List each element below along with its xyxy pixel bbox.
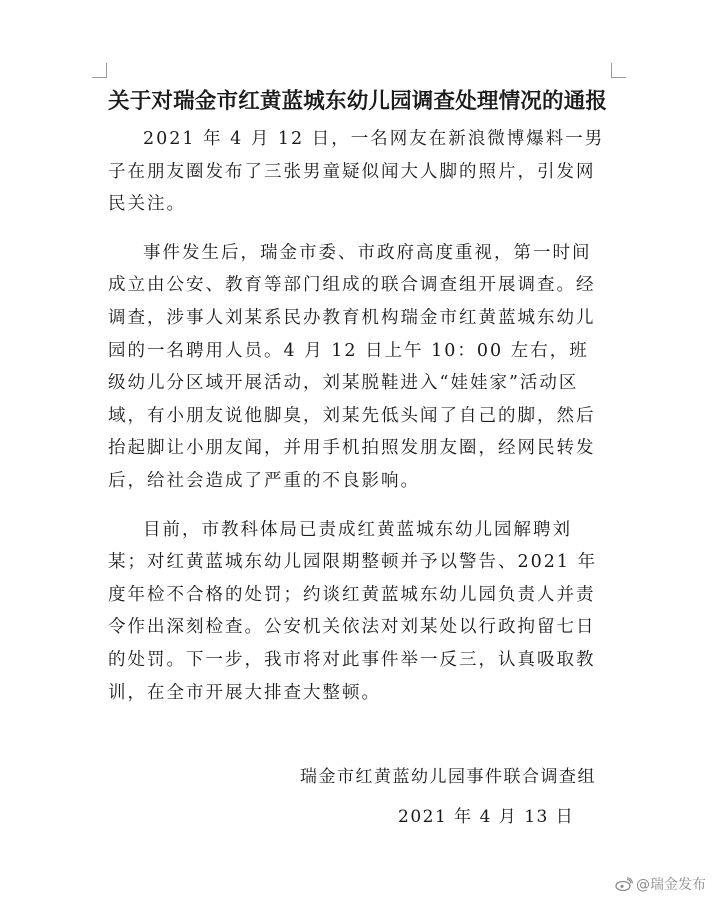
watermark (615, 874, 706, 894)
document-body (108, 123, 608, 709)
watermark-text: @瑞金发布 (636, 877, 706, 893)
page-corner-mark-right (611, 63, 626, 78)
paragraph: 2021 年 4 月 12 日，一名网友在新浪微博爆料一男子在朋友圈发布了三张男童疑似闻大人脚的照片，引发网民关注。 (108, 129, 605, 215)
paragraph: 目前，市教科体局已责成红黄蓝城东幼儿园解聘刘某；对红黄蓝城东幼儿园限期整顿并予以警告、2021 年度年检不合格的处罚；约谈红黄蓝城东幼儿园负责人并责令作出深刻检查。公安机关依法对刘某处以行政拘留七日的处罚。下一步，我市将对此事件举一反三，认真吸取教训，在全市开展大排查大整顿。 (108, 519, 598, 703)
signature-organization: 瑞金市红黄蓝幼儿园事件联合调查组 (300, 767, 596, 787)
document-title: 关于对瑞金市红黄蓝城东幼儿园调查处理情况的通报 (108, 89, 608, 114)
signature-date: 2021 年 4 月 13 日 (398, 807, 575, 827)
paragraph: 事件发生后，瑞金市委、市政府高度重视，第一时间成立由公安、教育等部门组成的联合调查组开展调查。经调查，涉事人刘某系民办教育机构瑞金市红黄蓝城东幼儿园的一名聘用人员。4 月 12 日上午 10：00 左右，班级幼儿分区域开展活动，刘某脱鞋进入“娃娃家”活动区域，有小朋友说他脚臭，刘某先低头闻了自己的脚，然后抬起脚让小朋友闻，并用手机拍照发朋友圈，经网民转发后，给社会造成了严重的不良影响。 (108, 242, 596, 491)
page-corner-mark-left (92, 63, 107, 78)
weibo-logo-icon (615, 877, 633, 891)
